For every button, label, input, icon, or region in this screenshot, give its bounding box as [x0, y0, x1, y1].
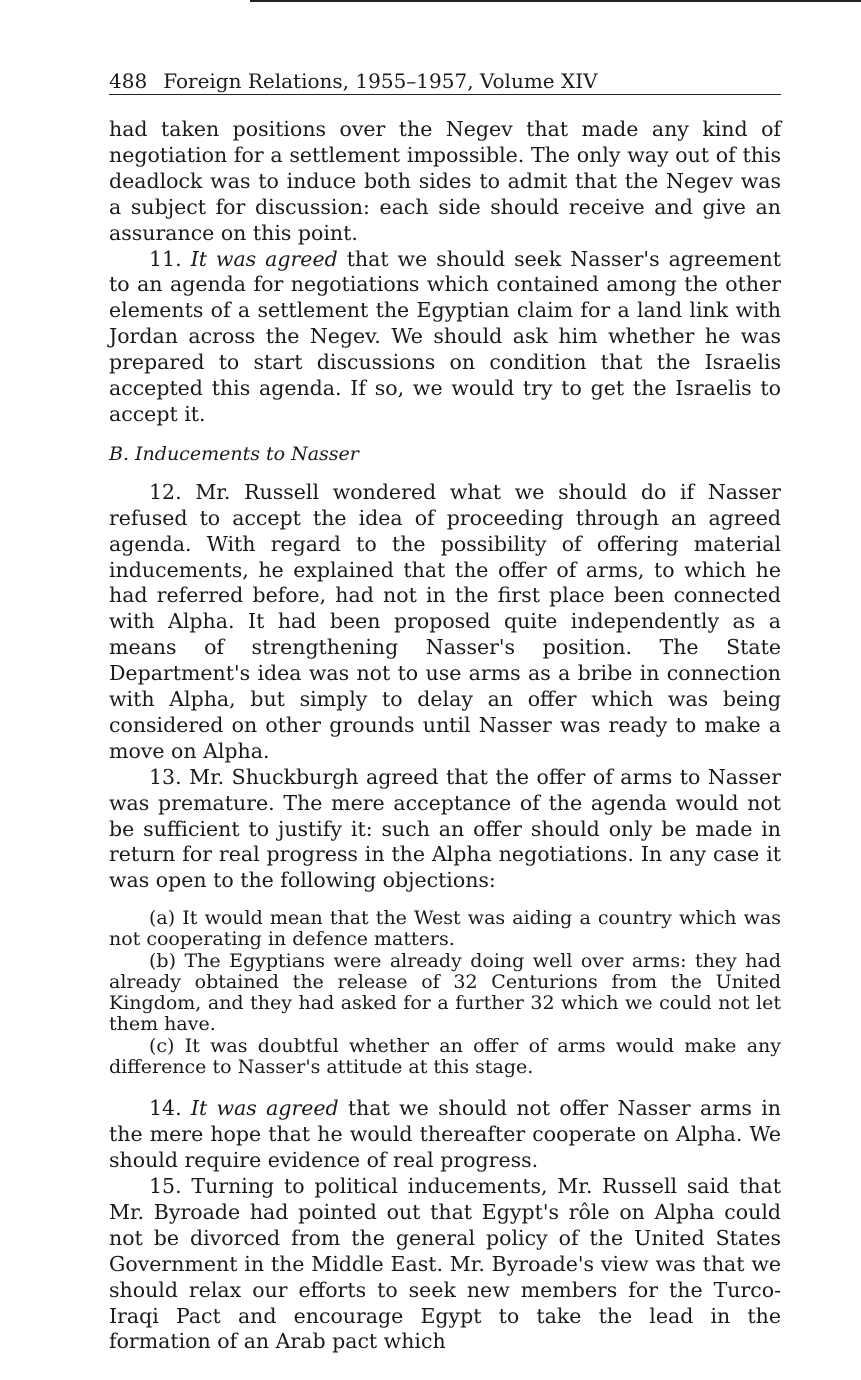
objection-item: (c) It was doubtful whether an offer of arms would make any difference to Nasser's attitude at this stage.	[109, 1035, 781, 1079]
objections-list	[109, 908, 781, 1078]
paragraph-11	[109, 247, 781, 428]
volume-title: Foreign Relations, 1955–1957, Volume XIV	[163, 69, 598, 93]
paragraph-15: 15. Turning to political inducements, Mr. Russell said that Mr. Byroade had pointed out that Egypt's rôle on Alpha could not be divorced from the general policy of the United States Government in the Middle East. Mr. Byroade's view was that we should relax our efforts to seek new members for the Turco-Iraqi Pact and encourage Egypt to take the lead in the formation of an Arab pact which	[109, 1174, 781, 1354]
objection-item: (a) It would mean that the West was aiding a country which was not cooperating in defence matters.	[109, 907, 781, 951]
paragraph-continuation: had taken positions over the Negev that made any kind of negotiation for a settlement impossible. The only way out of this deadlock was to induce both sides to admit that the Negev was a subject for discussion: each side should receive and give an assurance on this point.	[109, 117, 781, 245]
running-header	[109, 68, 781, 95]
agreed-phrase: It was agreed	[190, 246, 338, 271]
paragraph-text: that we should seek Nasser's agreement to an agenda for negotiations which contained among the other elements of a settlement the Egyptian claim for a land link with Jordan across the Negev. We should ask him whether he was prepared to start discussions on condition that the Israelis accepted this agenda. If so, we would try to get the Israelis to accept it.	[109, 246, 781, 426]
paragraph-13: 13. Mr. Shuckburgh agreed that the offer of arms to Nasser was premature. The mere acceptance of the agenda would not be sufficient to justify it: such an offer should only be made in return for real progress in the Alpha negotiations. In any case it was open to the following objections:	[109, 764, 781, 893]
agreed-phrase: It was agreed	[190, 1096, 339, 1121]
page-body	[109, 117, 781, 1355]
paragraph-text: that we should not offer Nasser arms in the mere hope that he would thereafter cooperate on Alpha. We should require evidence of real progress.	[109, 1096, 781, 1173]
section-heading: B. Inducements to Nasser	[109, 442, 359, 465]
page-number: 488	[109, 69, 148, 93]
paragraph-12: 12. Mr. Russell wondered what we should do if Nasser refused to accept the idea of proceeding through an agreed agenda. With regard to the possibility of offering material inducements, he explained that the offer of arms, to which he had referred before, had not in the first place been connected with Alpha. It had been proposed quite independently as a means of strengthening Nasser's position. The State Department's idea was not to use arms as a bribe in connection with Alpha, but simply to delay an offer which was being considered on other grounds until Nasser was ready to make a move on Alpha.	[109, 479, 781, 763]
objection-item: (b) The Egyptians were already doing well over arms: they had already obtained the release of 32 Centurions from the United Kingdom, and they had asked for a further 32 which we could not let them have.	[109, 950, 781, 1036]
paragraph-number: 14.	[149, 1096, 182, 1121]
paragraph-14	[109, 1096, 781, 1174]
paragraph-number: 11.	[149, 246, 182, 271]
top-rule	[250, 0, 861, 2]
